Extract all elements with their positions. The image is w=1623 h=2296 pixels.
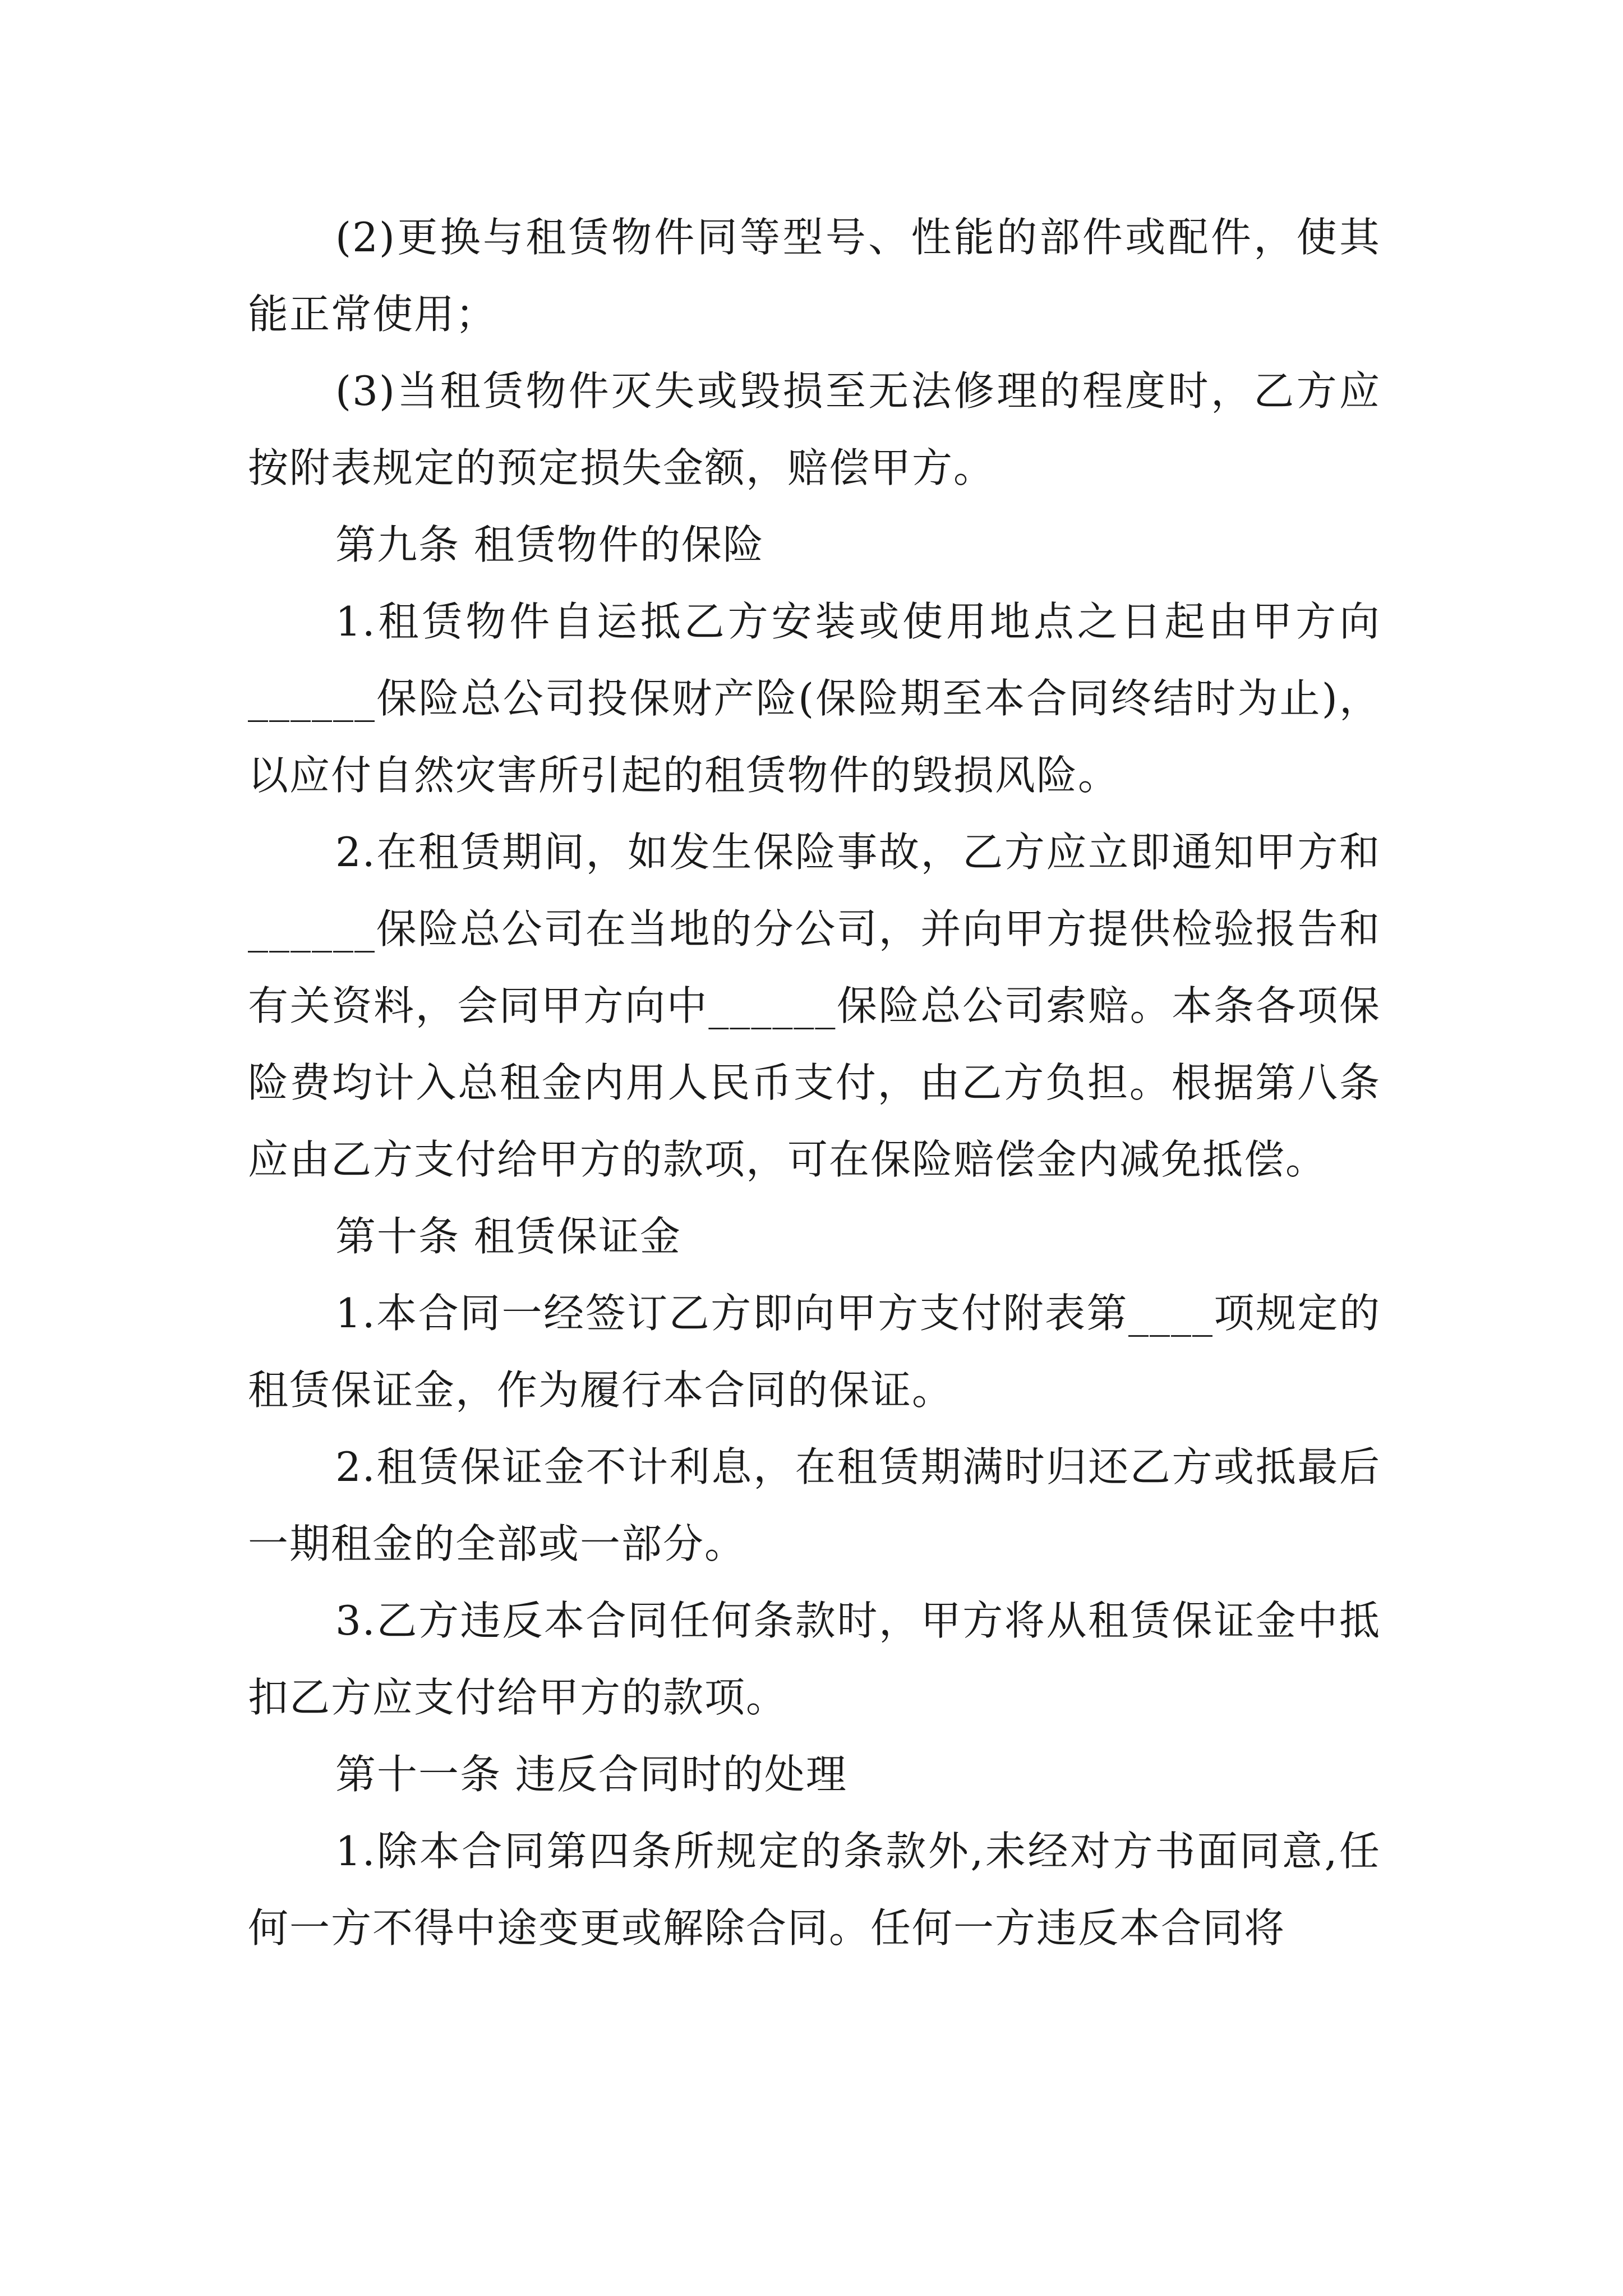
paragraph-item-2-parts-replacement: (2)更换与租赁物件同等型号、性能的部件或配件，使其能正常使用；: [248, 214, 1381, 338]
article-10-clause-2: 2.租赁保证金不计利息，在租赁期满时归还乙方或抵最后一期租金的全部或一部分。: [248, 1443, 1381, 1567]
article-9-heading: 第九条 租赁物件的保险: [335, 521, 764, 568]
article-10-heading: 第十条 租赁保证金: [335, 1213, 681, 1260]
document-body: [248, 199, 1381, 1967]
paragraph-item-3-loss-compensation: (3)当租赁物件灭失或毁损至无法修理的程度时，乙方应按附表规定的预定损失金额，赔偿甲方。: [248, 367, 1381, 491]
article-11-heading: 第十一条 违反合同时的处理: [335, 1751, 847, 1798]
article-10-clause-1: 1.本合同一经签订乙方即向甲方支付附表第____项规定的租赁保证金，作为履行本合同的保证。: [248, 1290, 1381, 1414]
article-9-clause-1: 1.租赁物件自运抵乙方安装或使用地点之日起由甲方向______保险总公司投保财产险(保险期至本合同终结时为止)，以应付自然灾害所引起的租赁物件的毁损风险。: [248, 598, 1381, 799]
article-9-clause-2: 2.在租赁期间，如发生保险事故，乙方应立即通知甲方和______保险总公司在当地的分公司，并向甲方提供检验报告和有关资料，会同甲方向中______保险总公司索赔。本条各项保险费均计入总租金内用人民币支付，由乙方负担。根据第八条应由乙方支付给甲方的款项，可在保险赔偿金内减免抵偿。: [248, 829, 1381, 1183]
article-10-clause-3: 3.乙方违反本合同任何条款时，甲方将从租赁保证金中抵扣乙方应支付给甲方的款项。: [248, 1597, 1381, 1721]
article-11-clause-1: 1.除本合同第四条所规定的条款外,未经对方书面同意,任何一方不得中途变更或解除合同。任何一方违反本合同将: [248, 1828, 1381, 1952]
